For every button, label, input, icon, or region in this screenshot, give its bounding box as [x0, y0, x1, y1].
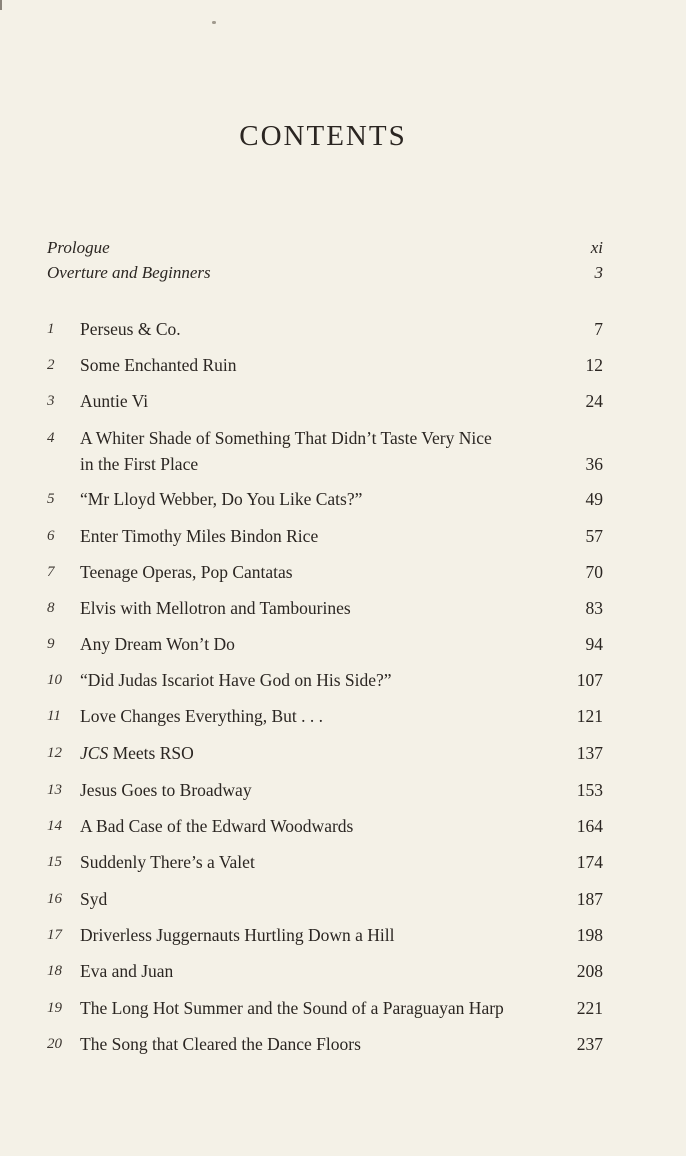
chapter-row [47, 1034, 603, 1060]
chapter-number: 8 [47, 600, 55, 616]
chapter-row [47, 998, 603, 1024]
chapter-row [47, 526, 603, 552]
front-matter-page: xi [590, 238, 603, 257]
chapter-page-number: 24 [585, 391, 603, 411]
chapter-number: 5 [47, 491, 55, 507]
chapter-title: The Long Hot Summer and the Sound of a Paraguayan Harp [80, 998, 504, 1018]
edge-mark [0, 0, 2, 10]
chapter-number: 16 [47, 891, 62, 907]
chapter-number: 1 [47, 321, 55, 337]
chapter-page-number: 237 [576, 1034, 603, 1054]
chapter-row [47, 925, 603, 951]
front-matter-overture [47, 263, 603, 283]
front-matter-prologue [47, 238, 603, 258]
chapter-title: Enter Timothy Miles Bindon Rice [80, 526, 319, 546]
paper-speck [212, 21, 216, 24]
chapter-title: A Bad Case of the Edward Woodwards [80, 816, 354, 836]
chapter-row [47, 670, 603, 696]
chapter-row [47, 852, 603, 878]
chapter-number: 17 [47, 927, 62, 943]
chapter-page-number: 94 [585, 634, 603, 654]
chapter-title: Eva and Juan [80, 961, 174, 981]
chapter-row [47, 961, 603, 987]
chapter-row [47, 889, 603, 915]
chapter-page-number: 208 [576, 961, 603, 981]
front-matter-page: 3 [594, 263, 603, 282]
chapter-page-number: 198 [576, 925, 603, 945]
chapter-row [47, 780, 603, 806]
chapter-title: Driverless Juggernauts Hurtling Down a Hill [80, 925, 395, 945]
page-title: CONTENTS [239, 120, 407, 152]
chapter-title: Suddenly There’s a Valet [80, 852, 255, 872]
chapter-row [47, 634, 603, 660]
chapter-row [47, 489, 603, 515]
chapter-number: 20 [47, 1036, 62, 1052]
chapter-page-number: 36 [585, 454, 603, 474]
chapter-row [47, 391, 603, 417]
chapter-title: The Song that Cleared the Dance Floors [80, 1034, 361, 1054]
chapter-number: 18 [47, 963, 62, 979]
chapter-title: Syd [80, 889, 108, 909]
chapter-title: “Did Judas Iscariot Have God on His Side?” [80, 670, 392, 690]
chapter-row [47, 706, 603, 732]
chapter-number: 7 [47, 564, 55, 580]
chapter-number: 13 [47, 782, 62, 798]
chapter-title-continued: in the First Place [80, 454, 199, 474]
chapter-number: 6 [47, 528, 55, 544]
chapter-page-number: 107 [576, 670, 603, 690]
front-matter-label: Overture and Beginners [47, 263, 211, 282]
chapter-title: Teenage Operas, Pop Cantatas [80, 562, 293, 582]
chapter-page-number: 83 [585, 598, 603, 618]
chapter-page-number: 174 [576, 852, 603, 872]
chapter-row [47, 319, 603, 345]
chapter-title: Perseus & Co. [80, 319, 181, 339]
chapter-row [47, 428, 603, 480]
chapter-number: 19 [47, 1000, 62, 1016]
chapter-page-number: 70 [585, 562, 603, 582]
chapter-number: 12 [47, 745, 62, 761]
chapter-row [47, 598, 603, 624]
chapter-page-number: 221 [576, 998, 603, 1018]
chapter-page-number: 164 [576, 816, 603, 836]
chapter-page-number: 49 [585, 489, 603, 509]
chapter-row [47, 743, 603, 769]
chapter-row [47, 562, 603, 588]
chapter-title: Elvis with Mellotron and Tambourines [80, 598, 351, 618]
chapter-page-number: 121 [576, 706, 603, 726]
chapter-number: 3 [47, 393, 55, 409]
chapter-number: 14 [47, 818, 62, 834]
chapter-page-number: 187 [576, 889, 603, 909]
chapter-number: 9 [47, 636, 55, 652]
chapter-title: Love Changes Everything, But . . . [80, 706, 324, 726]
chapter-number: 11 [47, 708, 61, 724]
chapter-title: “Mr Lloyd Webber, Do You Like Cats?” [80, 489, 363, 509]
chapter-number: 4 [47, 430, 55, 446]
front-matter-label: Prologue [47, 238, 110, 257]
chapter-page-number: 12 [585, 355, 603, 375]
chapter-row [47, 816, 603, 842]
chapter-number: 2 [47, 357, 55, 373]
chapter-page-number: 137 [576, 743, 603, 763]
chapter-title: JCS Meets RSO [80, 743, 194, 763]
chapter-page-number: 57 [585, 526, 603, 546]
chapter-page-number: 153 [576, 780, 603, 800]
chapter-title: Auntie Vi [80, 391, 149, 411]
chapter-title: Jesus Goes to Broadway [80, 780, 252, 800]
chapter-number: 15 [47, 854, 62, 870]
chapter-number: 10 [47, 672, 62, 688]
chapter-title: Any Dream Won’t Do [80, 634, 235, 654]
chapter-row [47, 355, 603, 381]
chapter-title: Some Enchanted Ruin [80, 355, 237, 375]
chapter-page-number: 7 [594, 319, 603, 339]
chapter-title: A Whiter Shade of Something That Didn’t Taste Very Nice [80, 428, 492, 448]
